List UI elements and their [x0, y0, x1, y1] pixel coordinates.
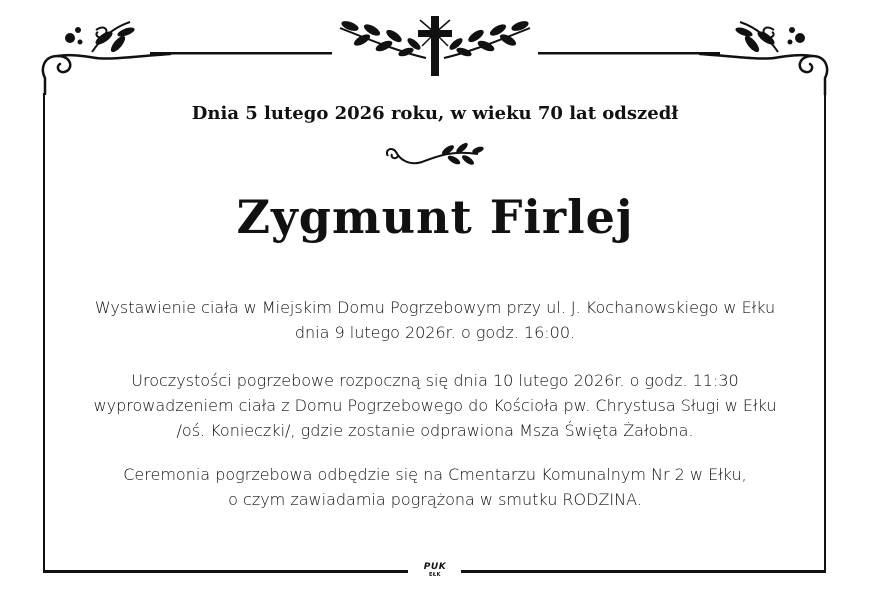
left-corner-floral-swirl-icon: [43, 54, 170, 95]
top-ornament: [0, 0, 870, 95]
puk-logo: [412, 563, 458, 578]
logo-line-2: EŁK: [428, 572, 441, 578]
bottom-line-left: [43, 570, 408, 573]
paragraph-line: /oś. Konieczki/, gdzie zostanie odprawiona Msza Święta Żałobna.: [176, 421, 694, 440]
paragraph-line: Uroczystości pogrzebowe rozpoczną się dnia 10 lutego 2026r. o godz. 11:30: [131, 371, 739, 390]
intro-text: Dnia 5 lutego 2026 roku, w wieku 70 lat odszedł: [191, 103, 679, 124]
paragraph-line: Ceremonia pogrzebowa odbędzie się na Cmentarzu Komunalnym Nr 2 w Ełku,: [123, 465, 747, 484]
paragraph-line: Wystawienie ciała w Miejskim Domu Pogrzebowym przy ul. J. Kochanowskiego w Ełku: [94, 298, 776, 317]
olive-sprig-icon: [382, 140, 486, 176]
top-line-left: [150, 52, 332, 55]
paragraph-burial: [50, 462, 820, 512]
logo-line-1: PUK: [423, 562, 447, 572]
top-line-right: [538, 52, 720, 55]
deceased-name: Zygmunt Firlej: [236, 190, 634, 244]
paragraph-line: o czym zawiadamia pogrążona w smutku RODZINA.: [228, 490, 642, 509]
cross-with-olive-branches-icon: [340, 16, 530, 76]
paragraph-line: dnia 9 lutego 2026r. o godz. 16:00.: [294, 323, 576, 342]
paragraph-viewing: [50, 295, 820, 345]
bottom-line-right: [461, 570, 826, 573]
paragraph-line: wyprowadzeniem ciała z Domu Pogrzebowego do Kościoła pw. Chrystusa Sługi w Ełku: [93, 396, 777, 415]
right-corner-floral-swirl-icon: [700, 54, 827, 95]
paragraph-ceremony: [50, 368, 820, 443]
